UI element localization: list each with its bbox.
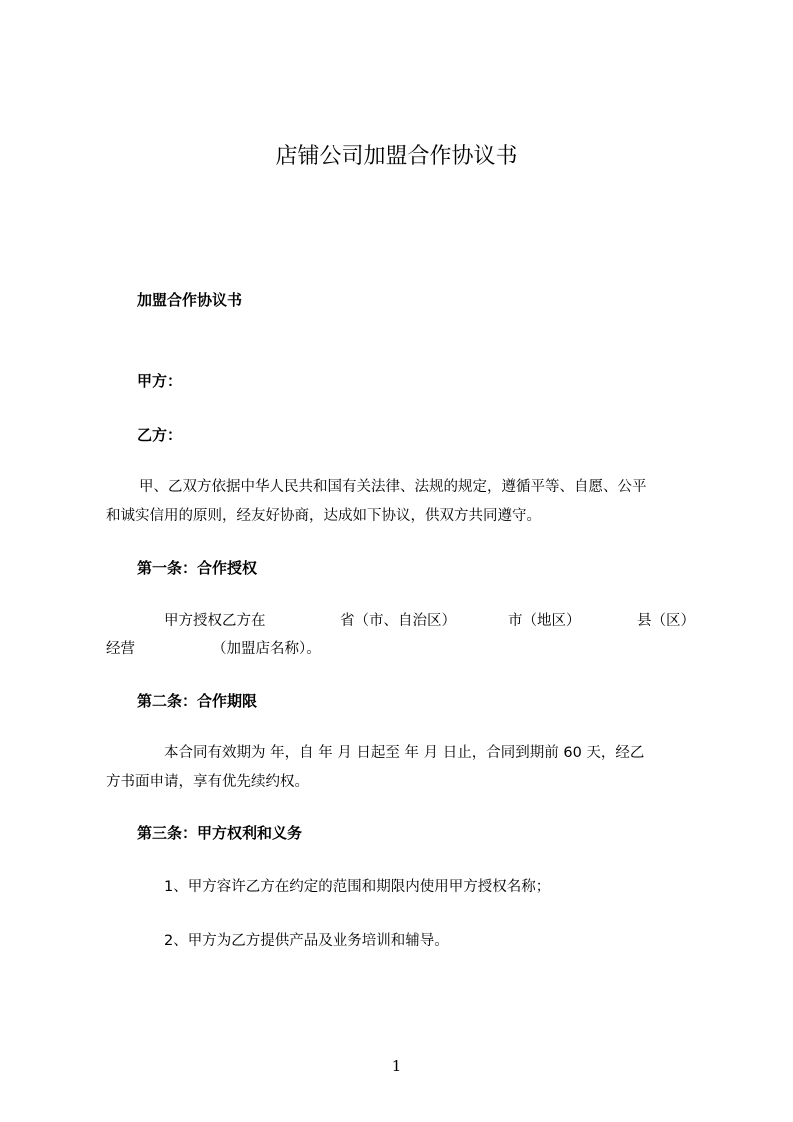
article-1-text-part-4: 县（区） xyxy=(637,613,695,629)
article-1-text-part-5: 经营 xyxy=(106,641,135,657)
preamble-line-2: 和诚实信用的原则，经友好协商，达成如下协议，供双方共同遵守。 xyxy=(106,508,541,524)
article-2-line-1: 本合同有效期为 年，自 年 月 日起至 年 月 日止，合同到期前 60 天，经乙 xyxy=(164,745,645,761)
article-1-heading: 第一条：合作授权 xyxy=(137,559,258,577)
page-number: 1 xyxy=(391,1057,402,1075)
article-3-item-1: 1、甲方容许乙方在约定的范围和期限内使用甲方授权名称； xyxy=(164,879,551,895)
article-1-text-part-2: 省（市、自治区） xyxy=(340,613,456,629)
document-title: 店铺公司加盟合作协议书 xyxy=(275,144,518,169)
article-3-item-2: 2、甲方为乙方提供产品及业务培训和辅导。 xyxy=(164,933,449,949)
article-2-heading: 第二条：合作期限 xyxy=(137,692,258,710)
article-1-text-part-3: 市（地区） xyxy=(508,613,581,629)
article-1-text-part-1: 甲方授权乙方在 xyxy=(164,613,266,629)
party-a-label: 甲方： xyxy=(137,372,183,390)
party-b-label: 乙方： xyxy=(137,426,183,444)
preamble-line-1: 甲、乙双方依据中华人民共和国有关法律、法规的规定，遵循平等、自愿、公平 xyxy=(139,479,647,495)
article-2-line-2: 方书面申请，享有优先续约权。 xyxy=(106,774,309,790)
article-3-heading: 第三条：甲方权利和义务 xyxy=(137,824,303,842)
article-1-text-part-6: （加盟店名称）。 xyxy=(212,641,321,657)
subtitle-heading: 加盟合作协议书 xyxy=(137,291,243,309)
